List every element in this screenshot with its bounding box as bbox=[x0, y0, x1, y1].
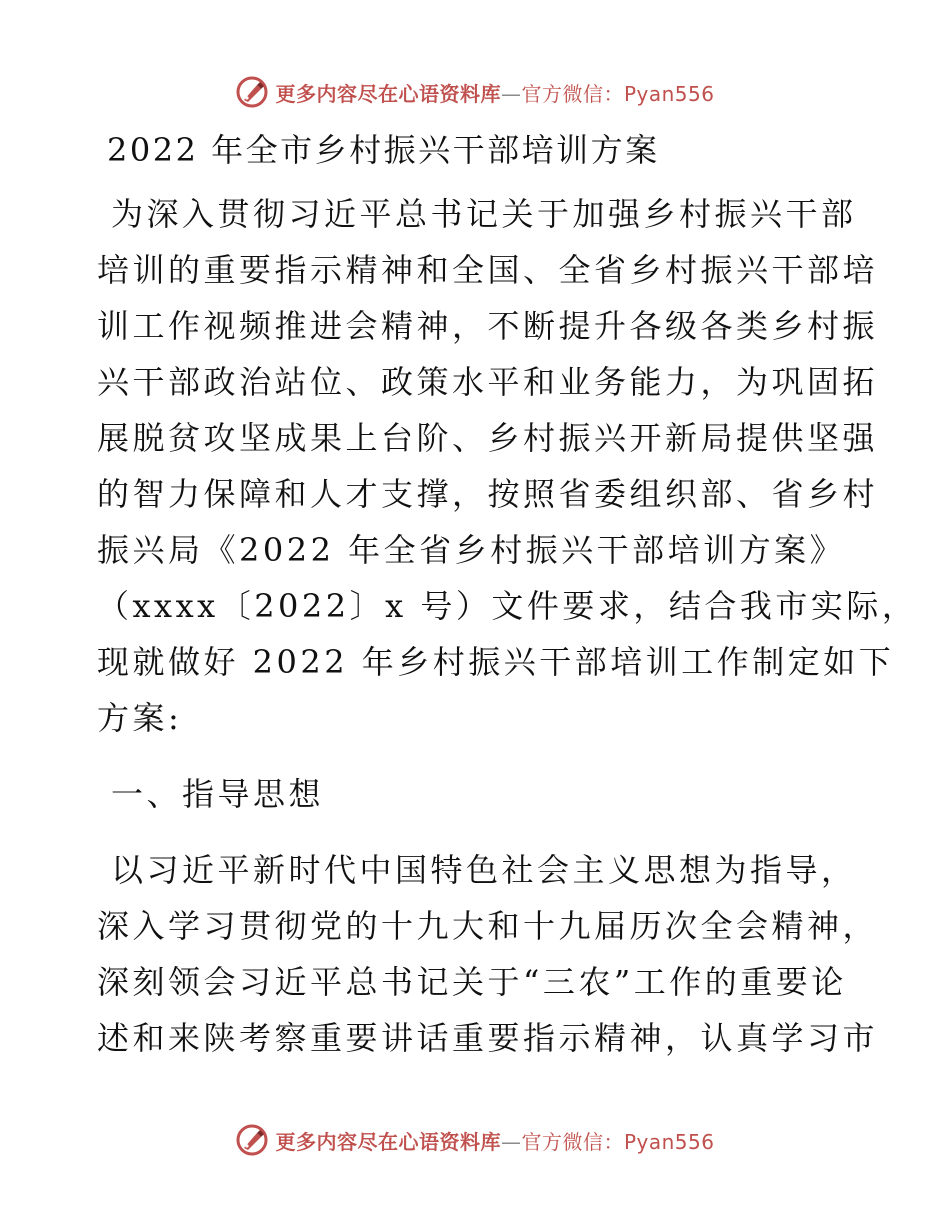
paragraph-line: 深入学习贯彻党的十九大和十九届历次全会精神， bbox=[97, 907, 879, 945]
paragraph-line: 以习近平新时代中国特色社会主义思想为指导， bbox=[111, 851, 857, 889]
section1-paragraph bbox=[97, 842, 879, 1066]
document-body bbox=[97, 122, 918, 1066]
watermark-separator: — bbox=[500, 81, 522, 106]
pen-logo-icon bbox=[235, 75, 269, 109]
watermark-header bbox=[0, 72, 950, 112]
watermark-separator: — bbox=[500, 1129, 522, 1154]
watermark-main-text: 更多内容尽在心语资料库 bbox=[275, 81, 501, 106]
paragraph-line: 训工作视频推进会精神，不断提升各级各类乡村振 bbox=[97, 307, 879, 345]
paragraph-line: 方案: bbox=[97, 699, 183, 737]
watermark-footer bbox=[0, 1120, 950, 1160]
section-heading-guiding-ideology: 一、指导思想 bbox=[111, 775, 325, 813]
paragraph-line: 述和来陕考察重要讲话重要指示精神，认真学习市 bbox=[97, 1019, 879, 1057]
paragraph-line: 的智力保障和人才支撑，按照省委组织部、省乡村 bbox=[97, 475, 879, 513]
paragraph-line: 展脱贫攻坚成果上台阶、乡村振兴开新局提供坚强 bbox=[97, 419, 879, 457]
paragraph-line: 现就做好 2022 年乡村振兴干部培训工作制定如下 bbox=[97, 643, 895, 681]
paragraph-line: （xxxx〔2022〕x 号）文件要求，结合我市实际， bbox=[97, 587, 918, 625]
watermark-main-text: 更多内容尽在心语资料库 bbox=[275, 1129, 501, 1154]
watermark-contact: 官方微信：Pyan556 bbox=[521, 81, 715, 106]
paragraph-line: 培训的重要指示精神和全国、全省乡村振兴干部培 bbox=[97, 251, 879, 289]
paragraph-line: 振兴局《2022 年全省乡村振兴干部培训方案》 bbox=[97, 531, 846, 569]
document-title: 2022 年全市乡村振兴干部培训方案 bbox=[107, 131, 660, 169]
intro-paragraph bbox=[97, 186, 918, 746]
pen-logo-icon bbox=[235, 1123, 269, 1157]
watermark-contact: 官方微信：Pyan556 bbox=[521, 1129, 715, 1154]
paragraph-line: 兴干部政治站位、政策水平和业务能力，为巩固拓 bbox=[97, 363, 879, 401]
paragraph-line: 为深入贯彻习近平总书记关于加强乡村振兴干部 bbox=[111, 195, 857, 233]
paragraph-line: 深刻领会习近平总书记关于“三农”工作的重要论 bbox=[97, 963, 847, 1001]
